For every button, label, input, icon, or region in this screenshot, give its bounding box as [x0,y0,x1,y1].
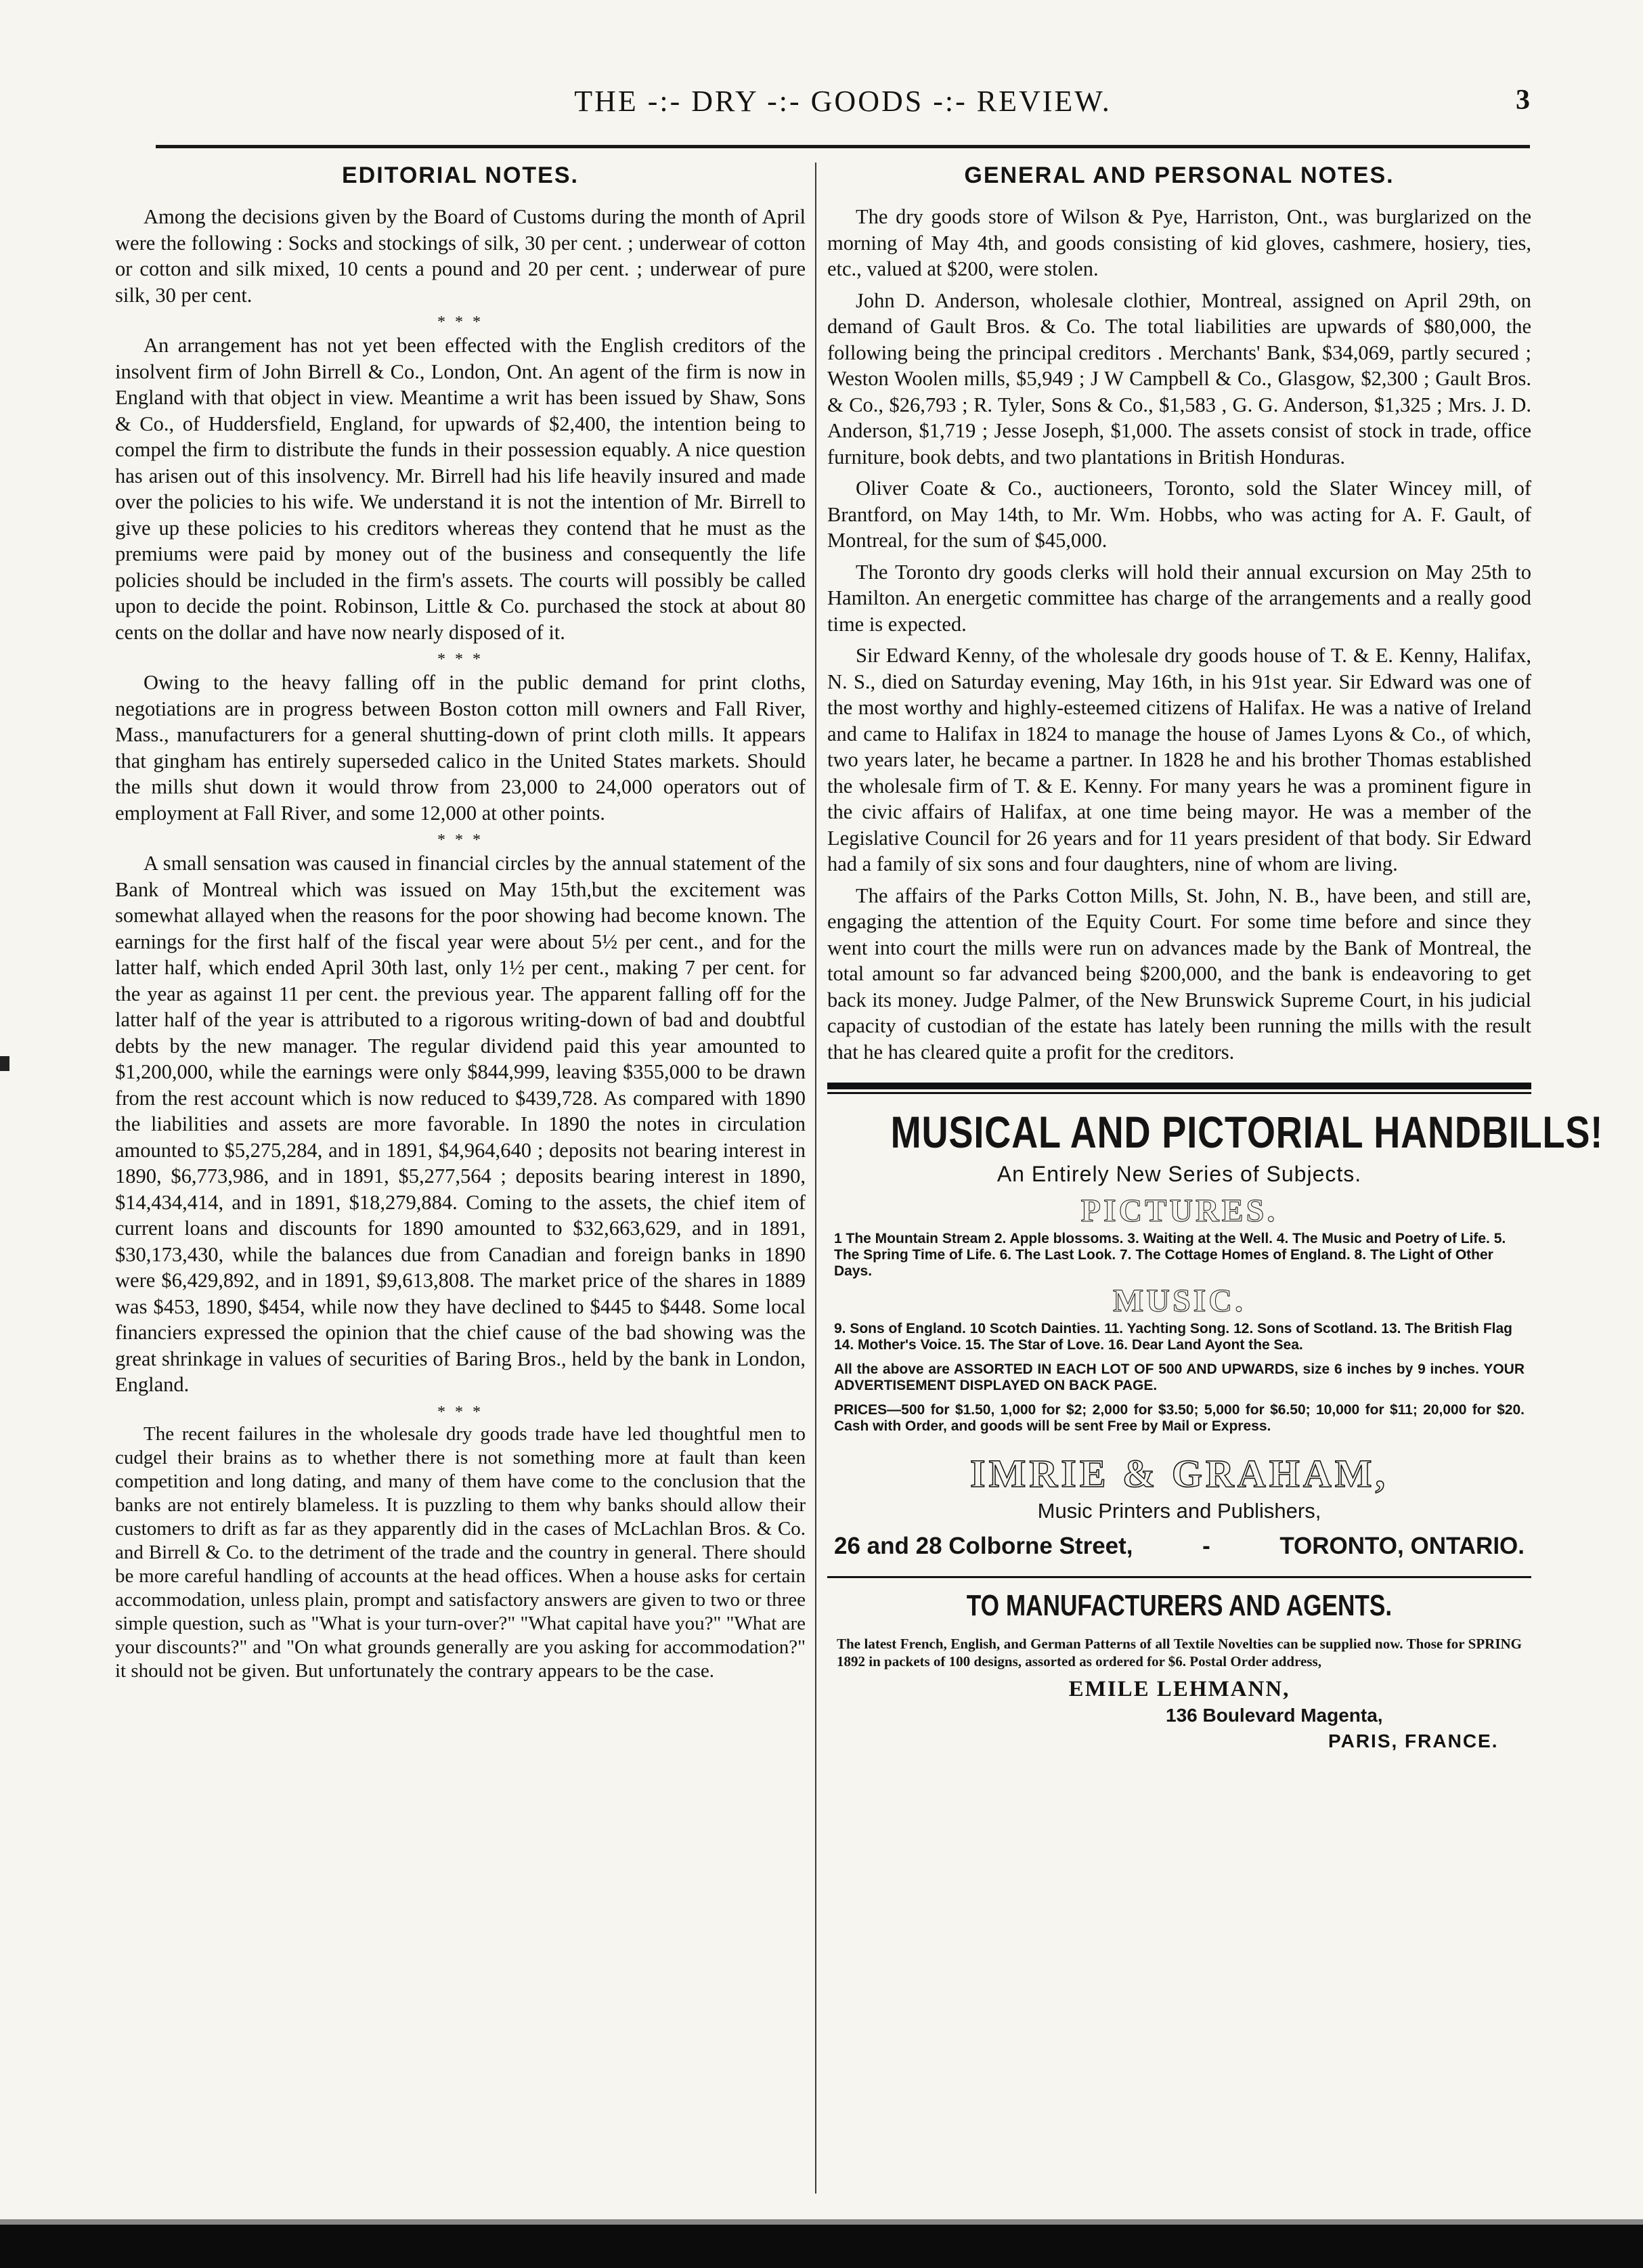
handbills-ad-subtitle: An Entirely New Series of Subjects. [996,1162,1362,1186]
advertisement-rule [827,1092,1531,1094]
firm-address [834,1533,1525,1560]
assorted-text: All the above are ASSORTED IN EACH LOT OF 500 AND UPWARDS, size 6 inches by 9 inches. YOUR ADVERTISEMENT DISPLAYED ON BACK PAGE. [834,1361,1525,1393]
firm-description: Music Printers and Publishers, [1037,1499,1321,1523]
editorial-paragraph: A small sensation was caused in financial circles by the annual statement of the Bank of Montreal which was issued on May 15th,but the excitement was somewhat allayed when the reasons for the poor showing had become known. The earnings for the first half of the fiscal year were about 5½ per cent., and for the latter half, which ended April 30th last, only 1½ per cent., making 7 per cent. for the year as against 11 per cent. the previous year. The apparent falling off for the latter half of the year is attributed to a rigorous writing-down of bad and doubtful debts by the new manager. The regular dividend paid this year amounted to $1,200,000, while the earnings were only $844,999, leaving $355,000 to be drawn from the rest account which is now reduced to $439,728. As compared with 1890 the liabilities and assets are more favorable. In 1890 the notes in circulation amounted to $5,275,284, and in 1891, $4,964,640 ; deposits not bearing interest in 1890, $6,773,986, and in 1891, $5,277,564 ; deposits bearing interest in 1890, $14,434,414, and in 1891, $18,279,884. Coming to the assets, the chief item of current loans and discounts for 1890 amounted to $32,663,629, and in 1891, $30,173,430, while the balances due from Canadian and foreign banks in 1890 were $6,429,892, and in 1891, $9,613,808. The market price of the shares in 1889 was $453, 1890, $454, while now they have declined to $445 to $448. Some local financiers expressed the opinion that the chief cause of the bad showing was the great shrinkage in values of securities of Baring Bros., held by the bank in London, England. [115,852,806,1396]
music-list: 9. Sons of England. 10 Scotch Dainties. 11. Yachting Song. 12. Sons of Scotland. 13. The British Flag 14. Mother's Voice. 15. The Star of Love. 16. Dear Land Ayont the Sea. [834,1321,1512,1353]
advertisement-rule [827,1576,1531,1578]
lehmann-street: 136 Boulevard Magenta, [1166,1705,1383,1726]
editorial-notes-heading: EDITORIAL NOTES. [341,162,579,188]
general-notes-column [827,156,1604,1752]
section-separator: * * * [437,1403,483,1421]
pictures-list: 1 The Mountain Stream 2. Apple blossoms. 3. Waiting at the Well. 4. The Music and Poetry of Life. 5. The Spring Time of Life. 6. The Last Look. 7. The Cottage Homes of England. 8. The Light of Other Days. [834,1231,1506,1279]
general-paragraph: Sir Edward Kenny, of the wholesale dry goods house of T. & E. Kenny, Halifax, N. S., died on Saturday evening, May 16th, in his 91st year. Sir Edward was one of the most worthy and highly-esteemed citizens of Halifax. He was a native of Ireland and came to Halifax in 1824 to manage the house of James Lyons & Co., of which, two years later, he became a partner. In 1828 he and his brother Thomas established the wholesale firm of T. & E. Kenny. For many years he was a prominent figure in the civic affairs of Halifax, at one time being mayor. He was a member of the Legislative Council for 26 years and for 11 years president of that body. Sir Edward had a family of six sons and four daughters, nine of whom are living. [827,644,1531,875]
column-divider [815,162,816,2194]
section-separator: * * * [437,651,483,668]
editorial-notes-column [115,156,806,1683]
scan-bottom-band [0,2225,1643,2268]
general-paragraph: The Toronto dry goods clerks will hold their annual excursion on May 25th to Hamilton. An energetic committee has charge of the arrangements and a really good time is expected. [827,560,1531,636]
editorial-paragraph: Among the decisions given by the Board of Customs during the month of April were the following : Socks and stockings of silk, 30 per cent. ; underwear of cotton or cotton and silk mixed, 10 cents a pound and 20 per cent. ; underwear of pure silk, 30 per cent. [115,205,806,307]
firm-name: IMRIE & GRAHAM, [970,1452,1388,1496]
firm-city: TORONTO, ONTARIO. [1279,1533,1525,1559]
lehmann-advertisement [827,1589,1531,1752]
prices-text: PRICES—500 for $1.50, 1,000 for $2; 2,000 for $3.50; 5,000 for $6.50; 10,000 for $11; 20,000 for $20. Cash with Order, and goods will be sent Free by Mail or Express. [834,1402,1525,1434]
pictures-heading: PICTURES. [1080,1193,1278,1229]
general-paragraph: Oliver Coate & Co., auctioneers, Toronto, sold the Slater Wincey mill, of Brantford, on May 14th, to Mr. Wm. Hobbs, who was acting for A. F. Gault, of Montreal, for the sum of $45,000. [827,477,1531,552]
firm-street: 26 and 28 Colborne Street, [834,1533,1133,1559]
general-paragraph: The affairs of the Parks Cotton Mills, St. John, N. B., have been, and still are, engaging the attention of the Equity Court. For some time before and since they went into court the mills were run on advances made by the Bank of Montreal, the total amount so far advanced being $200,000, and the bank is endeavoring to get back its money. Judge Palmer, of the New Brunswick Supreme Court, in his judicial capacity of custodian of the estate has lately been running the mills with the result that he has cleared quite a profit for the creditors. [827,884,1531,1064]
general-paragraph: The dry goods store of Wilson & Pye, Harriston, Ont., was burglarized on the morning of May 4th, and goods consisting of kid gloves, cashmere, hosiery, ties, etc., valued at $200, were stolen. [827,205,1531,280]
scan-edge-mark [0,1056,9,1071]
editorial-paragraph: The recent failures in the wholesale dry goods trade have led thoughtful men to cudgel their brains as to whether there is not something more at fault than keen competition and long dating, and many of them have come to the conclusion that the banks are not entirely blameless. It is puzzling to them why banks should allow their customers to drift as far as they apparently did in the cases of McLachlan Bros. & Co. and Birrell & Co. to the detriment of the trade and the country in general. There should be more careful handling of accounts at the head offices. When a house asks for certain accommodation, unless plain, prompt and satisfactory answers are given to two or three simple question, such as "What is your turn-over?" "What capital have you?" "What are your discounts?" and "On what grounds generally are you asking for accommodation?" it should not be given. But unfortunately the contrary appears to be the case. [115,1422,806,1682]
advertisement-rule [827,1083,1531,1089]
publication-title: THE -:- DRY -:- GOODS -:- REVIEW. [574,85,1112,118]
section-separator: * * * [437,831,483,849]
editorial-paragraph: An arrangement has not yet been effected with the English creditors of the insolvent firm of John Birrell & Co., London, Ont. An agent of the firm is now in England with that object in view. Meantime a writ has been issued by Shaw, Sons & Co., of Huddersfield, England, for upwards of $2,400, the intention being to compel the firm to distribute the funds in their possession equably. A nice question has arisen out of this insolvency. Mr. Birrell had his life heavily insured and made over the policies to his wife. We understand it is not the intention of Mr. Birrell to give up these policies to his creditors whereas they contend that he must as the premiums were paid by money out of the business and consequently the life policies should be included in the firm's assets. The courts will possibly be called upon to decide the point. Robinson, Little & Co. purchased the stock at about 80 cents on the dollar and have now nearly disposed of it. [115,334,806,644]
handbills-ad-title: MUSICAL AND PICTORIAL HANDBILLS! [890,1107,1604,1157]
header-rule [156,145,1530,148]
page-number: 3 [1516,85,1530,116]
lehmann-ad-title: TO MANUFACTURERS AND AGENTS. [966,1589,1393,1622]
lehmann-name: EMILE LEHMANN, [1068,1677,1290,1701]
general-paragraph: John D. Anderson, wholesale clothier, Montreal, assigned on April 29th, on demand of Gault Bros. & Co. The total liabilities are upwards of $80,000, the following being the principal creditors . Merchants' Bank, $34,069, partly secured ; Weston Woolen mills, $5,949 ; J W Campbell & Co., Glasgow, $2,300 ; Gault Bros. & Co., $26,793 ; R. Tyler, Sons & Co., $1,583 , G. G. Anderson, $1,325 ; Mrs. J. D. Anderson, $1,719 ; Jesse Joseph, $1,000. The assets consist of stock in trade, office furniture, book debts, and two plantations in British Honduras. [827,288,1531,468]
lehmann-city: PARIS, FRANCE. [1328,1730,1499,1751]
handbills-advertisement [827,1106,1604,1560]
music-heading: MUSIC. [1112,1283,1246,1319]
firm-address-dash: - [1202,1533,1210,1559]
section-separator: * * * [437,313,483,331]
lehmann-ad-text: The latest French, English, and German Patterns of all Textile Novelties can be supplied now. Those for SPRING 1892 in packets of 100 designs, assorted as ordered for $6. Postal Order address, [837,1636,1522,1670]
page-header [156,84,1530,131]
editorial-paragraph: Owing to the heavy falling off in the public demand for print cloths, negotiations are in progress between Boston cotton mill owners and Fall River, Mass., manufacturers for a general shutting-down of print cloth mills. It appears that gingham has entirely superseded calico in the United States markets. Should the mills shut down it would throw from 23,000 to 24,000 operators out of employment at Fall River, and some 12,000 at other points. [115,671,806,825]
general-notes-heading: GENERAL AND PERSONAL NOTES. [964,162,1395,188]
